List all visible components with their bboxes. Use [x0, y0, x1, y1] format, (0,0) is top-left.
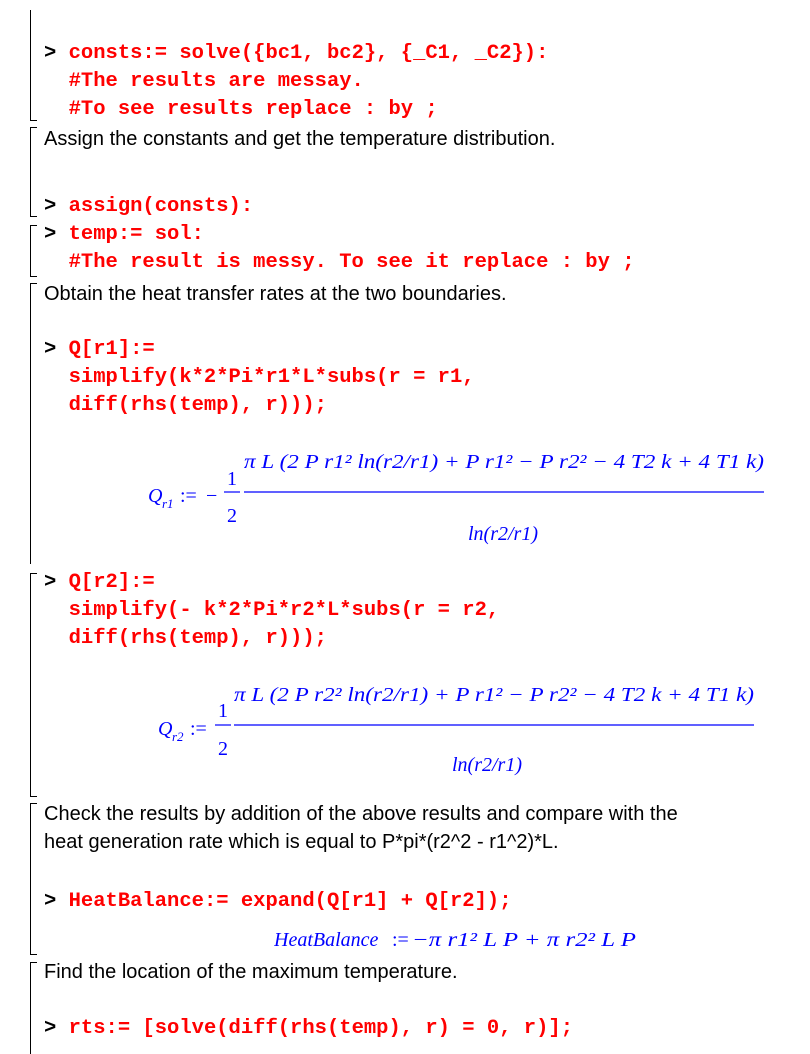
group-bracket [30, 127, 37, 217]
coef-denominator: 2 [218, 738, 228, 760]
code-comment: #The result is messy. To see it replace : by ; [68, 251, 635, 274]
math-output-q-r1 [140, 420, 780, 570]
code-line: rts:= [solve(diff(rhs(temp), r) = 0, r)]; [68, 1017, 574, 1040]
input-block-q-r1[interactable] [44, 336, 475, 420]
prompt: > [44, 223, 57, 246]
group-bracket [30, 803, 37, 955]
code-line: Q[r2]:= [68, 571, 155, 594]
input-block-heat-balance[interactable] [44, 888, 512, 916]
text-paragraph: Find the location of the maximum temperature. [44, 961, 458, 983]
input-block-assign[interactable] [44, 193, 253, 221]
math-output-q-r2 [150, 655, 770, 800]
code-line: temp:= sol: [68, 223, 204, 246]
lhs-symbol: Q [148, 485, 163, 507]
text-paragraph [44, 800, 678, 856]
code-line: consts:= solve({bc1, bc2}, {_C1, _C2}): [68, 42, 549, 65]
rhs-expression: −π r1² L P + π r2² L P [412, 929, 636, 951]
text-line: Check the results by addition of the above results and compare with the [44, 803, 678, 825]
heat-balance-formula [274, 924, 674, 954]
code-line: simplify(- k*2*Pi*r2*L*subs(r = r2, [68, 599, 500, 622]
input-block-q-r2[interactable] [44, 569, 499, 653]
fraction-numerator: π L (2 P r2² ln(r2/r1) + P r1² − P r2² − 4 T2 k + 4 T1 k) [234, 684, 755, 706]
group-bracket [30, 962, 37, 1054]
input-block-rts[interactable] [44, 1015, 573, 1043]
q-r1-formula [140, 420, 780, 570]
lhs-subscript: r1 [162, 496, 174, 511]
code-comment: #To see results replace : by ; [68, 98, 438, 121]
prompt: > [44, 890, 57, 913]
lhs-symbol: Q [158, 718, 173, 740]
group-bracket [30, 283, 37, 564]
assign-operator: := [392, 929, 409, 951]
group-bracket [30, 225, 37, 277]
group-bracket [30, 36, 37, 121]
math-output-heat-balance [274, 924, 674, 954]
fraction-denominator: ln(r2/r1) [468, 523, 538, 545]
fraction-denominator: ln(r2/r1) [452, 754, 522, 776]
fraction-numerator: π L (2 P r1² ln(r2/r1) + P r1² − P r2² − 4 T2 k + 4 T1 k) [244, 451, 765, 473]
code-line: assign(consts): [68, 195, 254, 218]
prompt: > [44, 571, 57, 594]
coef-numerator: 1 [227, 468, 237, 490]
code-comment: #The results are messay. [68, 70, 364, 93]
code-line: simplify(k*2*Pi*r1*L*subs(r = r1, [68, 366, 475, 389]
assign-operator: := [190, 718, 207, 740]
input-block-temp[interactable] [44, 221, 635, 277]
minus-sign: − [206, 485, 218, 507]
code-line: diff(rhs(temp), r))); [68, 394, 327, 417]
code-line: diff(rhs(temp), r))); [68, 627, 327, 650]
code-line: HeatBalance:= expand(Q[r1] + Q[r2]); [68, 890, 512, 913]
prompt: > [44, 1017, 57, 1040]
text-line: heat generation rate which is equal to P*pi*(r2^2 - r1^2)*L. [44, 831, 559, 853]
coef-denominator: 2 [227, 505, 237, 527]
text-paragraph: Assign the constants and get the temperature distribution. [44, 128, 556, 150]
group-bracket [30, 573, 37, 797]
prompt: > [44, 195, 57, 218]
q-r2-formula [150, 655, 770, 800]
prompt: > [44, 42, 57, 65]
lhs-symbol: HeatBalance [274, 929, 379, 951]
code-line: Q[r1]:= [68, 338, 155, 361]
input-block-consts[interactable] [44, 40, 548, 124]
prompt: > [44, 338, 57, 361]
text-paragraph: Obtain the heat transfer rates at the two boundaries. [44, 283, 507, 305]
coef-numerator: 1 [218, 700, 228, 722]
assign-operator: := [180, 485, 197, 507]
lhs-subscript: r2 [172, 729, 184, 744]
